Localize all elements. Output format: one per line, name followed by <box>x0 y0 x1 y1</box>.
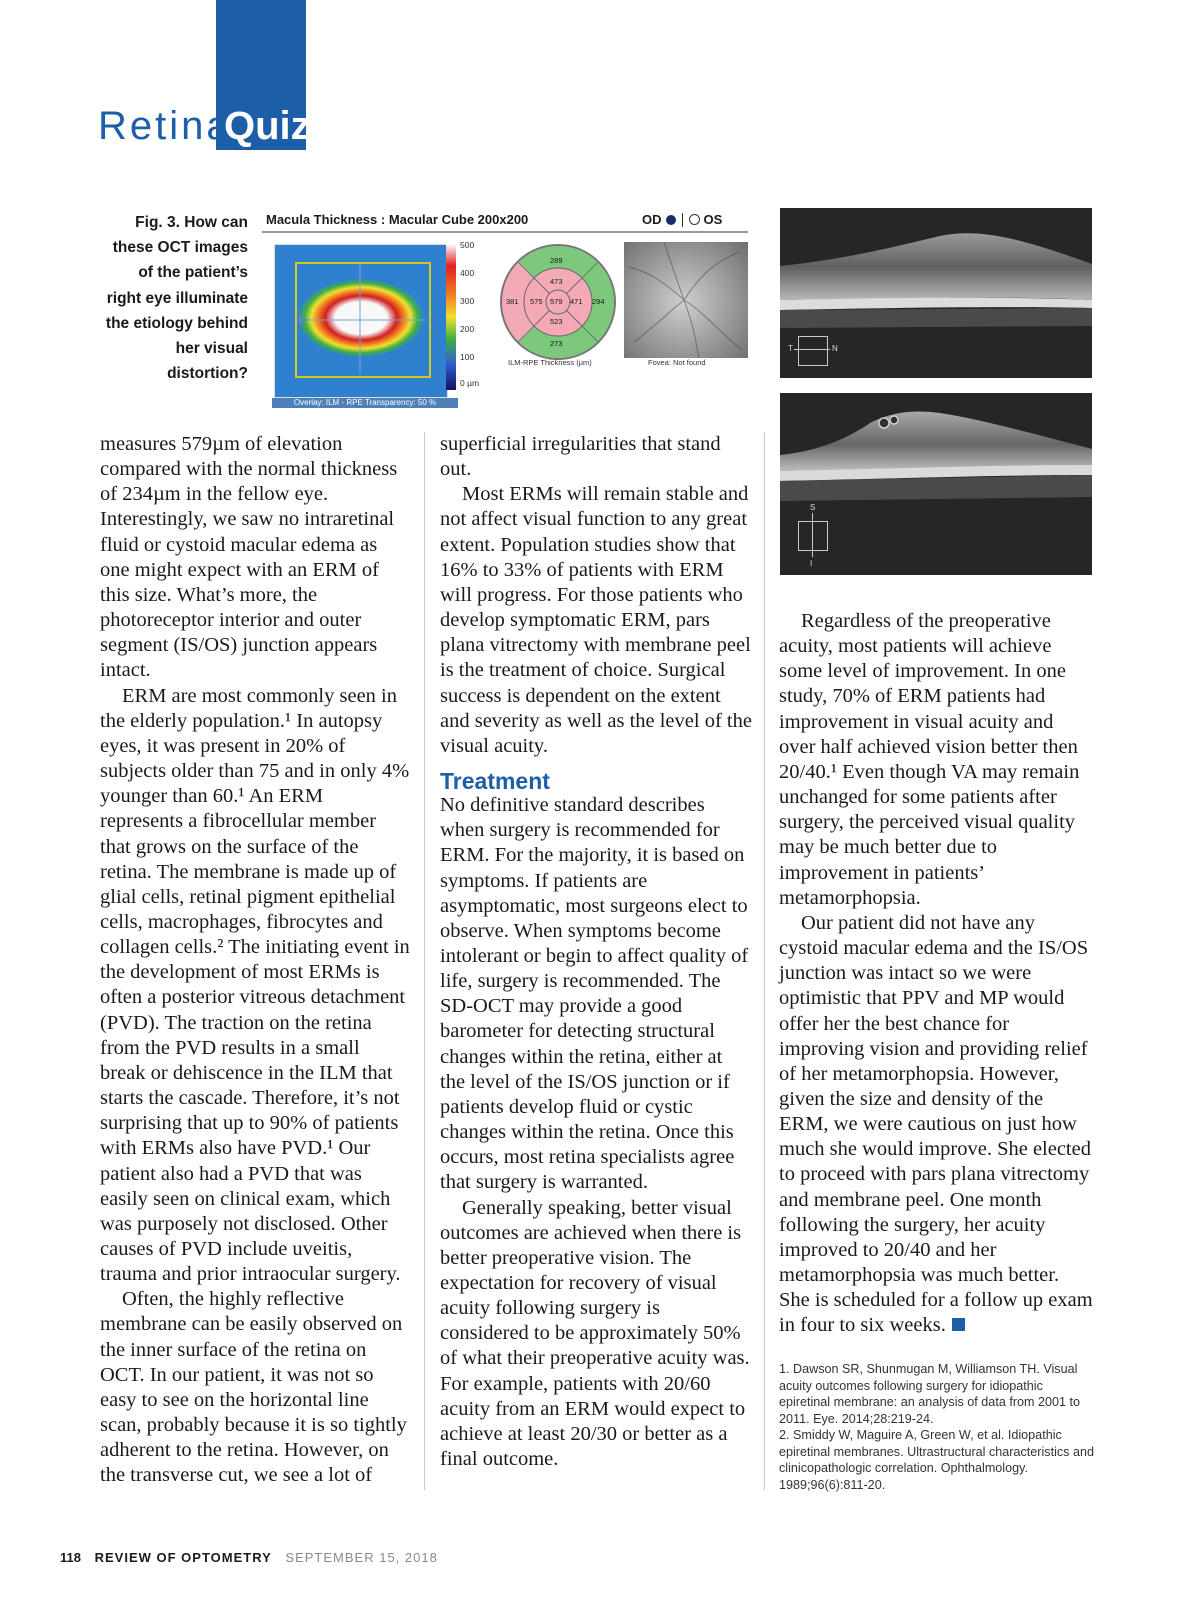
etdrs-thickness-grid <box>500 244 616 360</box>
reference-2: 2. Smiddy W, Maguire A, Green W, et al. Idiopathic epiretinal membranes. Ultrastructural characteristics and clinicopathologic correlation. Ophthalmology. 1989;96(6):811-20. <box>779 1428 1094 1492</box>
etdrs-outer-right: 294 <box>592 297 605 306</box>
references <box>779 1361 1095 1493</box>
scale-tick-400: 400 <box>460 268 475 278</box>
etdrs-inner-left: 575 <box>530 297 543 306</box>
column-2 <box>440 432 752 1472</box>
eye-divider <box>682 213 683 227</box>
macula-title: Macula Thickness : Macular Cube 200x200 <box>266 212 529 227</box>
treatment-heading: Treatment <box>440 768 550 795</box>
macula-thickness-figure <box>262 206 748 406</box>
heatmap-crosshair <box>274 244 446 396</box>
etdrs-center: 579 <box>550 297 563 306</box>
oct2-label-bottom: I <box>810 559 813 568</box>
oct-transverse-scan <box>780 393 1092 575</box>
col3-paragraph-1: Regardless of the preoperative acuity, most patients will achieve some level of improvement. In one study, 70% of ERM patients had improvement in visual acuity and over half achieved vision better then 20/40.¹ Even though VA may remain unchanged for some patients after surgery, the perceived visual quality may be much better due to improvement in patients’ metamorphopsia. <box>779 610 1080 909</box>
col3-paragraph-2-text: Our patient did not have any cystoid macular edema and the IS/OS junction was intact so we were optimistic that PPV and MP would offer her the best chance for improving vision and providing relief of her metamorphopsia. However, given the size and density of the ERM, we were cautious on just how much she would improve. She elected to proceed with pars plana vitrectomy and membrane peel. One month following the surgery, her acuity improved to 20/40 and her metamorphopsia was much better. She is scheduled for a follow up exam in four to six weeks. <box>779 911 1093 1337</box>
os-unselected-icon <box>689 214 700 225</box>
col1-paragraph-3: Often, the highly reflective membrane can be easily observed on the inner surface of the retina on OCT. In our patient, it was not so easy to see on the horizontal line scan, probably because it is so tightly adherent to the retina. However, on the transverse cut, we see a lot of <box>100 1288 407 1487</box>
etdrs-inner-right: 471 <box>570 297 583 306</box>
eye-selector <box>642 212 722 227</box>
scale-tick-500: 500 <box>460 240 475 250</box>
scan-line-2 <box>812 513 813 557</box>
column-rule-2 <box>764 432 765 1490</box>
fovea-label: Fovea: Not found <box>648 358 706 367</box>
magazine-name: REVIEW OF OPTOMETRY <box>94 1550 272 1565</box>
oct1-label-right: N <box>832 344 838 353</box>
macula-title-rule <box>262 231 748 233</box>
col2-paragraph-4: Generally speaking, better visual outcomes are achieved when there is better preoperative vision. The expectation for recovery of visual acuity following surgery is considered to be approximately 50% of what their preoperative acuity was. For example, patients with 20/60 acuity from an ERM would expect to achieve at least 20/30 or better as a final outcome. <box>440 1196 750 1471</box>
scan-position-marker-2 <box>798 521 828 551</box>
oct-horizontal-scan <box>780 208 1092 378</box>
od-selected-icon <box>666 215 676 225</box>
reference-1: 1. Dawson SR, Shunmugan M, Williamson TH. Visual acuity outcomes following surgery for idiopathic epiretinal membrane: an analysis of data from 2001 to 2011. Eye. 2014;28:219-24. <box>779 1362 1081 1426</box>
etdrs-outer-superior: 289 <box>550 256 563 265</box>
etdrs-label: ILM-RPE Thickness (µm) <box>508 358 592 367</box>
etdrs-outer-left: 381 <box>506 297 519 306</box>
eye-os-label: OS <box>703 212 723 227</box>
page-number: 118 <box>60 1550 81 1565</box>
column-rule-1 <box>424 432 425 1490</box>
etdrs-outer-inferior: 273 <box>550 339 563 348</box>
col1-paragraph-1: measures 579µm of elevation compared with the normal thickness of 234µm in the fellow eye. Interestingly, we saw no intraretinal fluid or cystoid macular edema as one might expect with an ERM of this size. What’s more, the photoreceptor interior and outer segment (IS/OS) junction appears intact. <box>100 433 398 682</box>
overlay-info-bar: Overlay: ILM - RPE Transparency: 50 % <box>272 398 458 408</box>
scale-tick-0: 0 µm <box>460 378 480 388</box>
scale-tick-100: 100 <box>460 352 475 362</box>
section-title-retina: Retina <box>98 104 232 148</box>
eye-od-label: OD <box>642 212 662 227</box>
etdrs-inner-inferior: 523 <box>550 317 563 326</box>
article-end-mark <box>952 1318 965 1331</box>
issue-date: SEPTEMBER 15, 2018 <box>285 1550 438 1565</box>
fundus-vessels <box>624 242 748 358</box>
scale-tick-200: 200 <box>460 324 475 334</box>
scale-tick-300: 300 <box>460 296 475 306</box>
page-footer <box>60 1550 438 1565</box>
fundus-image <box>624 242 748 358</box>
oct2-label-top: S <box>810 503 816 512</box>
column-3 <box>779 609 1094 1339</box>
column-1 <box>100 432 410 1489</box>
oct1-label-left: T <box>788 344 793 353</box>
etdrs-inner-superior: 473 <box>550 277 563 286</box>
scan-line <box>794 349 830 350</box>
col1-paragraph-2: ERM are most commonly seen in the elderly population.¹ In autopsy eyes, it was present in 20% of subjects older than 75 and in only 4% younger than 60.¹ An ERM represents a fibrocellular member that grows on the surface of the retina. The membrane is made up of glial cells, retinal pigment epithelial cells, macrophages, fibrocytes and collagen cells.² The initiating event in the development of most ERMs is often a posterior vitreous detachment (PVD). The traction on the retina from the PVD results in a small break or dehiscence in the ILM that starts the cascade. Therefore, it’s not surprising that up to 90% of patients with ERMs also have PVD.¹ Our patient also had a PVD that was easily seen on clinical exam, which was purposely not disclosed. Other causes of PVD include uveitis, trauma and prior intraocular surgery. <box>100 684 410 1286</box>
col2-paragraph-1: superficial irregularities that stand out. <box>440 433 721 481</box>
figure-caption: Fig. 3. How can these OCT images of the patient’s right eye illuminate the etiology behind her visual distortion? <box>105 214 248 383</box>
col2-paragraph-2: Most ERMs will remain stable and not affect visual function to any great extent. Population studies show that 16% to 33% of patients with ERM will progress. For those patients who develop symptomatic ERM, pars plana vitrectomy with membrane peel is the treatment of choice. Surgical success is dependent on the extent and severity as well as the level of the visual acuity. <box>440 483 752 757</box>
col3-paragraph-2 <box>779 911 1094 1339</box>
scan-position-marker <box>798 336 828 366</box>
col2-paragraph-3: No definitive standard describes when surgery is recommended for ERM. For the majority, it is based on symptoms. If patients are asymptomatic, most surgeons elect to observe. When symptoms become intolerant or begin to affect quality of life, surgery is recommended. The SD-OCT may provide a good barometer for detecting structural changes within the retina, either at the level of the IS/OS junction or if patients develop fluid or cystic changes within the retina. Once this occurs, most retina specialists agree that surgery is warranted. <box>440 794 749 1194</box>
thickness-color-scale <box>446 244 456 390</box>
section-title-quiz: Quiz <box>224 104 311 148</box>
